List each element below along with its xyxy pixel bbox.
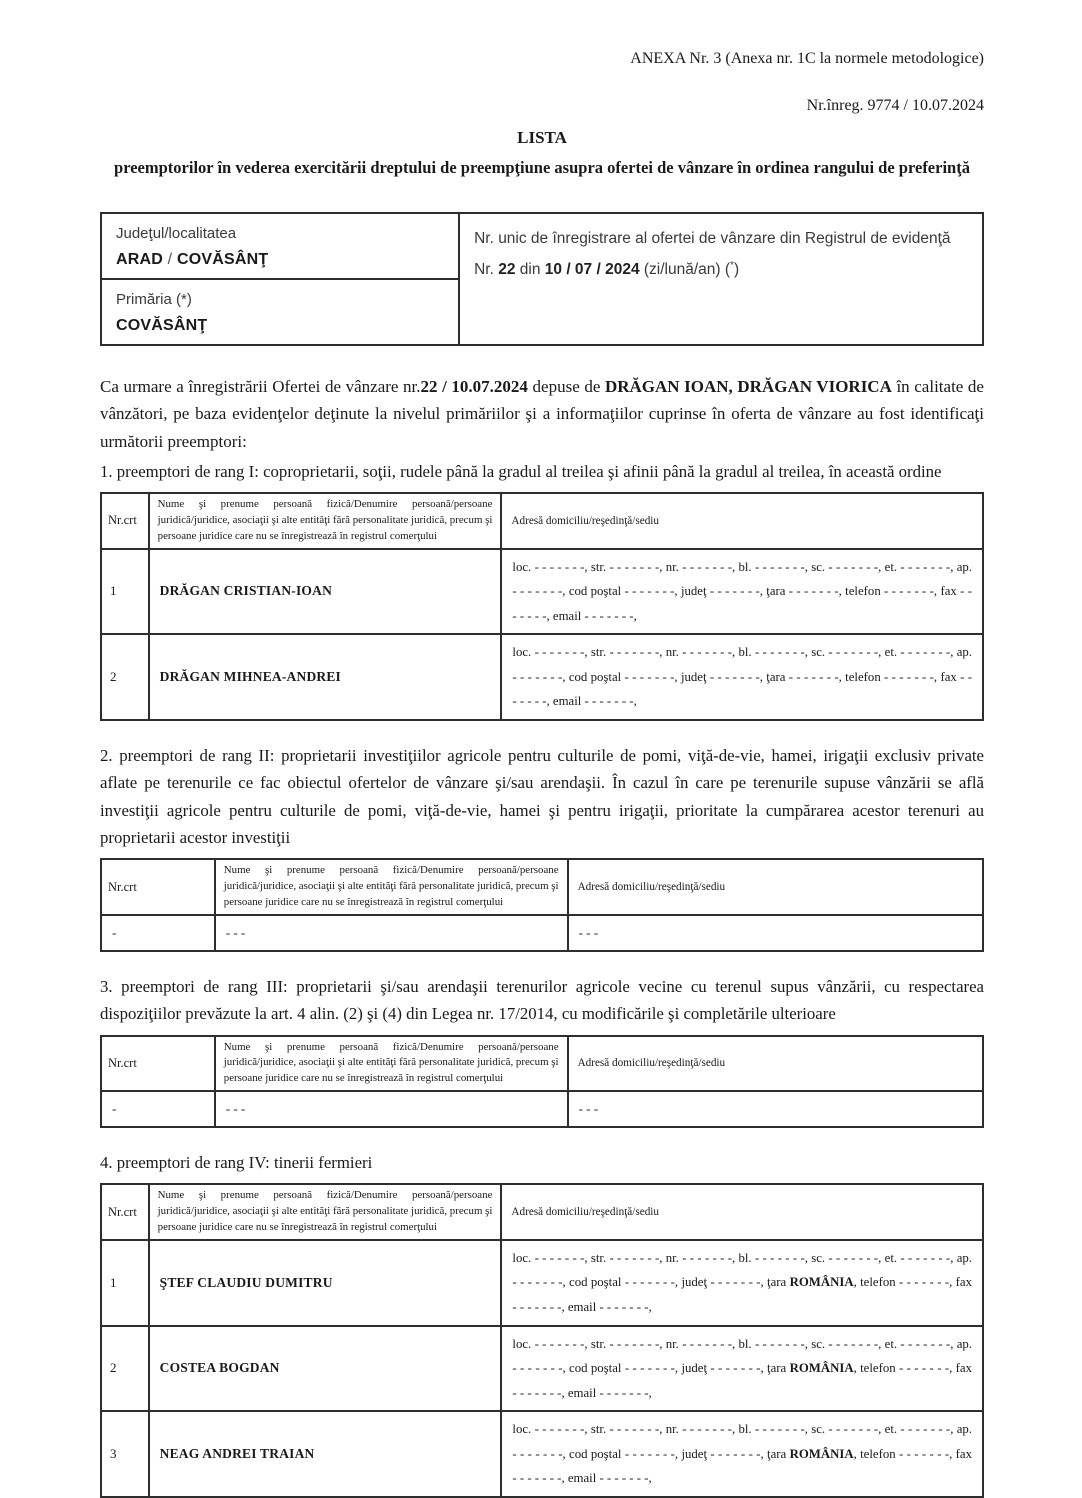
rank3-header-row bbox=[101, 1036, 983, 1091]
country-name: ROMÂNIA bbox=[789, 1446, 854, 1461]
unique-registration-cell bbox=[459, 213, 983, 345]
preemptor-name: - - - bbox=[215, 1091, 568, 1127]
preemptor-address: loc. - - - - - - -, str. - - - - - - -, nr. - - - - - - -, bl. - - - - - - -, sc. - - - - - - -, et. - - - - - - -, ap. - - - - - - -, cod poştal - - - - - - -, judeţ - - - - - - -, ţara - - - - - - -, telefon - - - - - - -, fax - - - - - - -, email - - - - - - -, bbox=[501, 634, 983, 720]
intro-paragraph bbox=[100, 373, 984, 456]
rank2-header-address: Adresă domiciliu/reşedinţă/sediu bbox=[568, 859, 983, 914]
registration-info-table bbox=[100, 212, 984, 346]
address-after-country: , telefon - - - - - - -, fax - - - - - - -, email - - - - - - -, bbox=[512, 1275, 972, 1315]
reg-close-paren: ) bbox=[733, 261, 740, 279]
rank3-header-name: Nume şi prenume persoană fizică/Denumire persoană/persoane juridică/juridice, asociaţii şi alte entităţi fără personalitate juridică, precum şi persoane juridice care nu se înregistrează în registrul comerţului bbox=[215, 1036, 568, 1091]
row-number: - bbox=[101, 915, 215, 951]
address-before-country: loc. - - - - - - -, str. - - - - - - -, nr. - - - - - - -, bl. - - - - - - -, sc. - - - - - - -, et. - - - - - - -, ap. - - - - - - -, cod poştal - - - - - - -, judeţ - - - - - - -, ţara bbox=[512, 1250, 972, 1290]
country-name: ROMÂNIA bbox=[789, 1275, 854, 1290]
county-name: ARAD bbox=[116, 250, 164, 268]
rank2-header-name: Nume şi prenume persoană fizică/Denumire persoană/persoane juridică/juridice, asociaţii şi alte entităţi fără personalitate juridică, precum şi persoane juridice care nu se înregistrează în registrul comerţului bbox=[215, 859, 568, 914]
rank2-heading: 2. preemptori de rang II: proprietarii investiţiilor agricole pentru culturile de pomi, viţă-de-vie, hamei, irigaţii exclusiv private aflate pe terenurile ce fac obiectul ofertelor de vânzare şi/sau arendaşii. În cazul în care pe terenurile supuse vânzării se află investiţii agricole pentru culturile de pomi, viţă-de-vie, hamei şi pentru irigaţii, prioritate la cumpărarea acestor terenuri au proprietarii acestor investiţii bbox=[100, 745, 984, 848]
country-name: ROMÂNIA bbox=[789, 1361, 854, 1376]
preemptor-address bbox=[501, 1326, 983, 1412]
primaria-name: COVĂSÂNŢ bbox=[116, 316, 208, 334]
rank1-table bbox=[100, 492, 984, 721]
document-subtitle: preemptorilor în vederea exercitării dreptului de preempţiune asupra ofertei de vânzare în ordinea rangului de preferinţă bbox=[114, 158, 970, 177]
row-number: 2 bbox=[101, 1326, 149, 1412]
reg-prefix: Nr. bbox=[474, 261, 499, 279]
rank1-header-name: Nume şi prenume persoană fizică/Denumire persoană/persoane juridică/juridice, asociaţii şi alte entităţi fără personalitate juridică, precum şi persoane juridice care nu se înregistrează în registrul comerţului bbox=[149, 493, 502, 548]
intro-text-1: Ca urmare a înregistrării Ofertei de vânzare nr. bbox=[100, 376, 421, 396]
rank1-header-row bbox=[101, 493, 983, 548]
county-cell bbox=[101, 213, 459, 279]
unique-registration-label: Nr. unic de înregistrare al ofertei de vânzare din Registrul de evidenţă bbox=[474, 229, 951, 247]
address-after-country: , telefon - - - - - - -, fax - - - - - - -, email - - - - - - -, bbox=[512, 1446, 972, 1486]
rank4-header-name: Nume şi prenume persoană fizică/Denumire persoană/persoane juridică/juridice, asociaţii şi alte entităţi fără personalitate juridică, precum şi persoane juridice care nu se înregistrează în registrul comerţului bbox=[149, 1184, 502, 1239]
preemptor-name: ŞTEF CLAUDIU DUMITRU bbox=[149, 1240, 502, 1326]
preemptor-address: - - - bbox=[568, 1091, 983, 1127]
sellers-names: DRĂGAN IOAN, DRĂGAN VIORICA bbox=[604, 376, 892, 396]
table-row bbox=[101, 1411, 983, 1497]
rank4-header-nrcrt: Nr.crt bbox=[101, 1184, 149, 1239]
rank3-header-address: Adresă domiciliu/reşedinţă/sediu bbox=[568, 1036, 983, 1091]
preemptor-name: DRĂGAN CRISTIAN-IOAN bbox=[149, 549, 502, 635]
preemptor-address bbox=[501, 1411, 983, 1497]
address-after-country: , telefon - - - - - - -, fax - - - - - - -, email - - - - - - -, bbox=[512, 1361, 972, 1400]
intro-text-2: depuse de bbox=[527, 376, 605, 396]
table-row bbox=[101, 915, 983, 951]
row-number: 2 bbox=[101, 634, 149, 720]
primaria-label: Primăria (*) bbox=[116, 290, 192, 308]
preemptor-address: - - - bbox=[568, 915, 983, 951]
rank1-header-nrcrt: Nr.crt bbox=[101, 493, 149, 548]
reg-suffix: (zi/lună/an) ( bbox=[639, 261, 731, 279]
county-label: Judeţul/localitatea bbox=[116, 224, 237, 242]
rank4-header-row bbox=[101, 1184, 983, 1239]
address-before-country: loc. - - - - - - -, str. - - - - - - -, nr. - - - - - - -, bl. - - - - - - -, sc. - - - - - - -, et. - - - - - - -, ap. - - - - - - -, cod poştal - - - - - - -, judeţ - - - - - - -, ţara bbox=[512, 1422, 972, 1461]
primaria-cell bbox=[101, 279, 459, 345]
locality-name: COVĂSÂNŢ bbox=[176, 250, 269, 268]
table-row bbox=[101, 549, 983, 635]
document-title: LISTA bbox=[517, 128, 567, 147]
primaria-value bbox=[116, 317, 444, 335]
county-value bbox=[116, 251, 444, 269]
row-number: - bbox=[101, 1091, 215, 1127]
rank1-heading: 1. preemptori de rang I: coproprietarii, soţii, rudele până la gradul al treilea şi afinii până la gradul al treilea, în această ordine bbox=[100, 461, 942, 481]
table-row bbox=[101, 1240, 983, 1326]
row-number: 1 bbox=[101, 1240, 149, 1326]
rank3-heading: 3. preemptori de rang III: proprietarii şi/sau arendaşii terenurilor agricole vecine cu terenul supus vânzării, cu respectarea dispoziţiilor prevăzute la art. 4 alin. (2) şi (4) din Legea nr. 17/2014, cu modificările şi completările ulterioare bbox=[100, 976, 984, 1024]
county-separator: / bbox=[163, 250, 177, 268]
preemptor-address: loc. - - - - - - -, str. - - - - - - -, nr. - - - - - - -, bl. - - - - - - -, sc. - - - - - - -, et. - - - - - - -, ap. - - - - - - -, cod poştal - - - - - - -, judeţ - - - - - - -, ţara - - - - - - -, telefon - - - - - - -, fax - - - - - - -, email - - - - - - -, bbox=[501, 549, 983, 635]
address-before-country: loc. - - - - - - -, str. - - - - - - -, nr. - - - - - - -, bl. - - - - - - -, sc. - - - - - - -, et. - - - - - - -, ap. - - - - - - -, cod poştal - - - - - - -, judeţ - - - - - - -, ţara bbox=[512, 1336, 972, 1376]
table-row bbox=[101, 634, 983, 720]
rank2-header-row bbox=[101, 859, 983, 914]
preemptor-name: DRĂGAN MIHNEA-ANDREI bbox=[149, 634, 502, 720]
rank4-table bbox=[100, 1183, 984, 1498]
table-row bbox=[101, 1326, 983, 1412]
preemptor-name: COSTEA BOGDAN bbox=[149, 1326, 502, 1412]
row-number: 1 bbox=[101, 549, 149, 635]
rank2-header-nrcrt: Nr.crt bbox=[101, 859, 215, 914]
rank2-table bbox=[100, 858, 984, 951]
offer-number: 22 / 10.07.2024 bbox=[420, 376, 528, 396]
row-number: 3 bbox=[101, 1411, 149, 1497]
table-row bbox=[101, 1091, 983, 1127]
registration-number-line: Nr.înreg. 9774 / 10.07.2024 bbox=[806, 97, 984, 114]
reg-number: 22 bbox=[498, 261, 516, 279]
rank4-header-address: Adresă domiciliu/reşedinţă/sediu bbox=[501, 1184, 983, 1239]
anexa-line: ANEXA Nr. 3 (Anexa nr. 1C la normele metodologice) bbox=[630, 50, 984, 67]
reg-date: 10 / 07 / 2024 bbox=[544, 261, 640, 279]
reg-din: din bbox=[515, 261, 545, 279]
rank1-header-address: Adresă domiciliu/reşedinţă/sediu bbox=[501, 493, 983, 548]
preemptor-address bbox=[501, 1240, 983, 1326]
registration-number-value bbox=[474, 261, 968, 279]
preemptor-name: - - - bbox=[215, 915, 568, 951]
intro-text-3: în calitate de vânzători, pe baza evidenţelor deţinute la nivelul primăriilor şi a informaţiilor cuprinse în oferta de vânzare au fost identificaţi următorii preemptori: bbox=[100, 376, 984, 452]
reg-asterisk: * bbox=[730, 260, 734, 272]
rank4-heading: 4. preemptori de rang IV: tinerii fermieri bbox=[100, 1153, 373, 1173]
rank3-header-nrcrt: Nr.crt bbox=[101, 1036, 215, 1091]
preemptor-name: NEAG ANDREI TRAIAN bbox=[149, 1411, 502, 1497]
rank3-table bbox=[100, 1035, 984, 1128]
